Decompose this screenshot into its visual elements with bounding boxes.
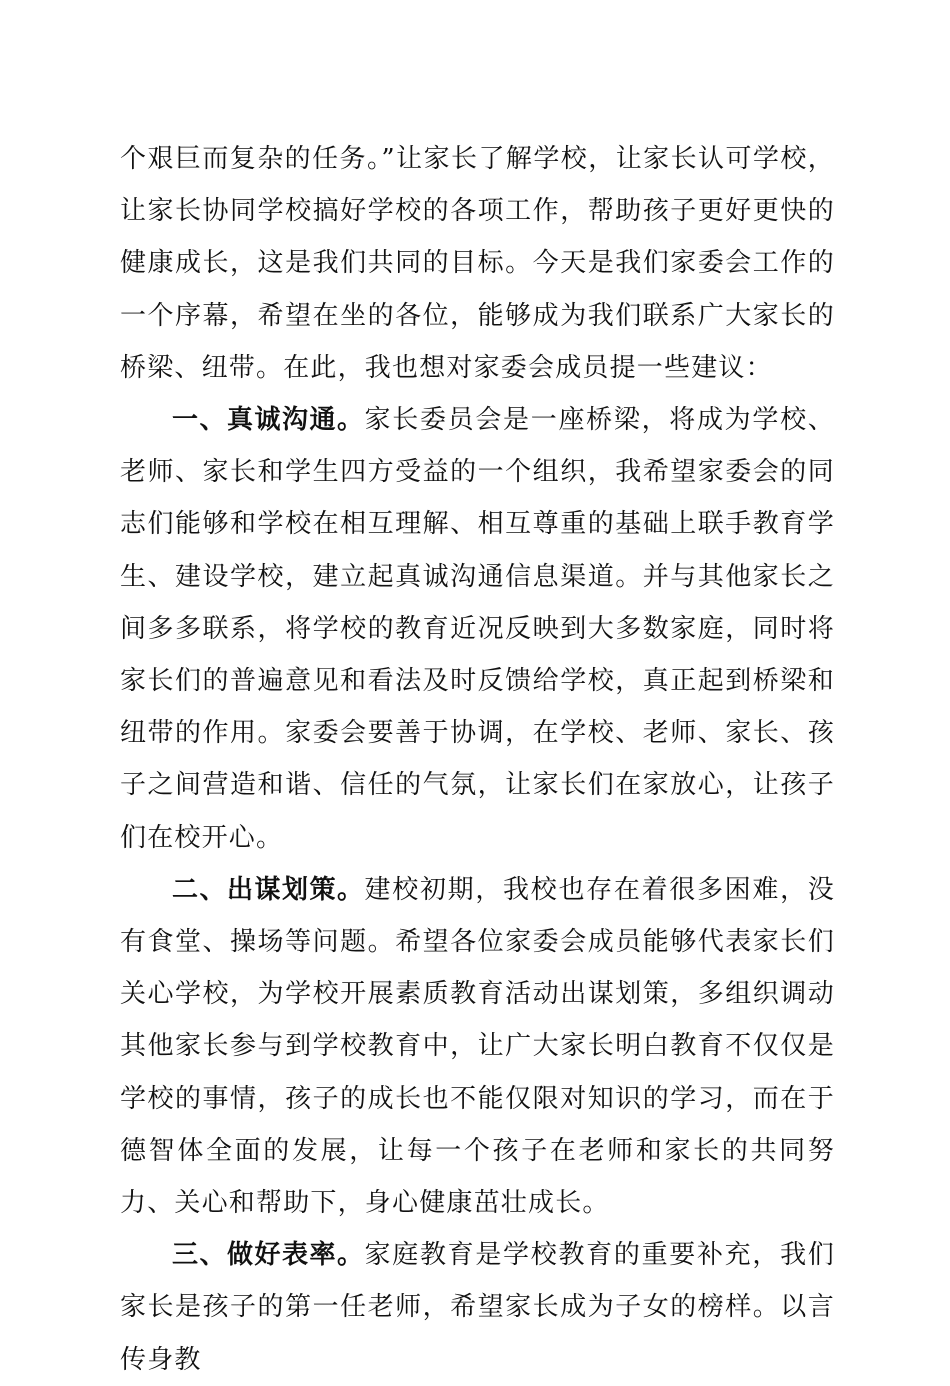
paragraph-text: 建校初期，我校也存在着很多困难，没有食堂、操场等问题。希望各位家委会成员能够代表家长们关心学校，为学校开展素质教育活动出谋划策，多组织调动其他家长参与到学校教育中，让广大家长明白教育不仅仅是学校的事情，孩子的成长也不能仅限对知识的学习，而在于德智体全面的发展，让每一个孩子在老师和家长的共同努力、关心和帮助下，身心健康茁壮成长。 <box>120 874 835 1219</box>
document-body <box>120 133 835 1386</box>
paragraph-text: 个艰巨而复杂的任务。”让家长了解学校，让家长认可学校，让家长协同学校搞好学校的各项工作，帮助孩子更好更快的健康成长，这是我们共同的目标。今天是我们家委会工作的一个序幕，希望在坐的各位，能够成为我们联系广大家长的桥梁、纽带。在此，我也想对家委会成员提一些建议： <box>120 144 835 383</box>
section-heading: 三、做好表率。 <box>172 1240 365 1271</box>
paragraph-text: 家长委员会是一座桥梁，将成为学校、老师、家长和学生四方受益的一个组织，我希望家委会的同志们能够和学校在相互理解、相互尊重的基础上联手教育学生、建设学校，建立起真诚沟通信息渠道。并与其他家长之间多多联系，将学校的教育近况反映到大多数家庭，同时将家长们的普遍意见和看法及时反馈给学校，真正起到桥梁和纽带的作用。家委会要善于协调，在学校、老师、家长、孩子之间营造和谐、信任的气氛，让家长们在家放心，让孩子们在校开心。 <box>120 405 835 853</box>
section-heading: 一、真诚沟通。 <box>172 405 365 436</box>
paragraph-text: 家庭教育是学校教育的重要补充，我们家长是孩子的第一任老师，希望家长成为子女的榜样。以言传身教 <box>120 1240 835 1375</box>
section-heading: 二、出谋划策。 <box>172 874 365 905</box>
paragraph-offer-advice <box>120 864 835 1229</box>
paragraph-set-example <box>120 1229 835 1386</box>
paragraph-intro-continuation <box>120 133 835 394</box>
paragraph-sincere-communication <box>120 394 835 864</box>
